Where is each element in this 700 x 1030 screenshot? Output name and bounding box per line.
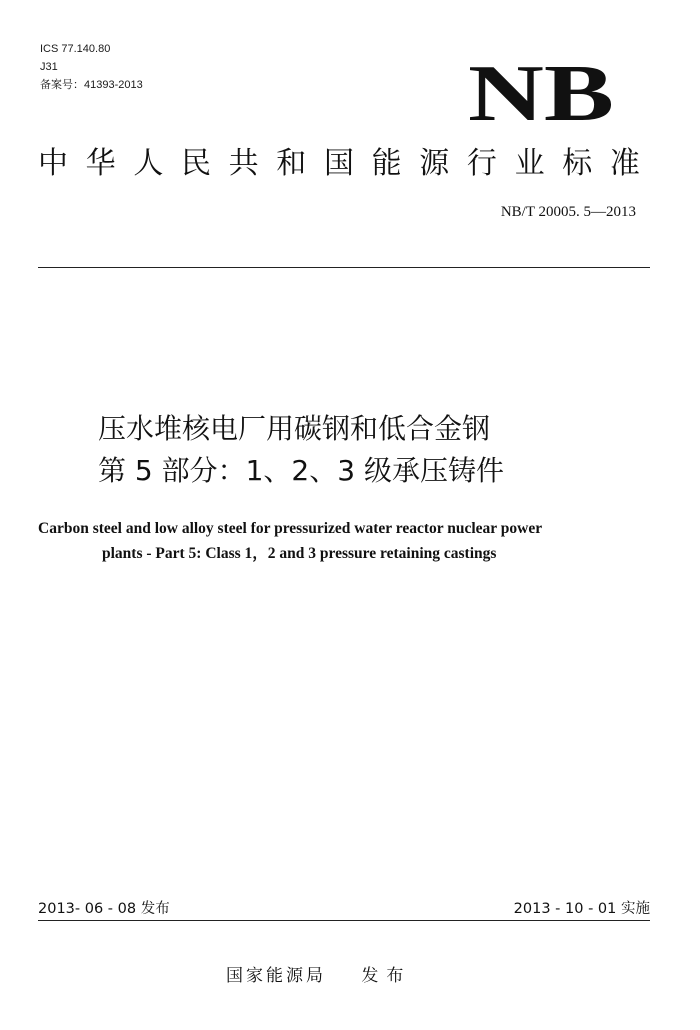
issue-date: 2013- 06 - 08 发布 (38, 901, 170, 917)
nb-logo-mark (466, 56, 616, 130)
ccs-code: J31 (40, 61, 58, 73)
title-cn-line-1: 压水堆核电厂用碳钢和低合金钢 (98, 412, 491, 445)
standard-title-char: 行 (466, 146, 497, 181)
title-en-line-1: Carbon steel and low alloy steel for pressurized water reactor nuclear power (38, 520, 543, 537)
standard-title-char: 人 (133, 146, 164, 181)
standard-category-title (38, 142, 640, 186)
nb-logo (466, 56, 616, 130)
standard-title-char: 源 (419, 146, 450, 181)
header-divider (38, 267, 650, 268)
publish-action: 发布 (361, 966, 412, 986)
record-number: 备案号：41393-2013 (40, 79, 143, 91)
standard-title-char: 和 (276, 146, 307, 181)
standard-title-char: 国 (323, 146, 354, 181)
title-cn-line-2: 第 5 部分：1、2、3 级承压铸件 (98, 454, 504, 487)
publisher-line (226, 962, 411, 990)
standard-title-char: 民 (180, 146, 211, 181)
nb-logo-text: NB (468, 56, 614, 130)
standard-title-char: 华 (85, 146, 116, 181)
classification-block (40, 40, 143, 94)
title-en-line-2: plants - Part 5: Class 1，2 and 3 pressure retaining castings (102, 545, 497, 562)
standard-title-char: 业 (514, 146, 545, 181)
document-title-chinese (98, 408, 504, 492)
standard-title-char: 准 (609, 146, 640, 181)
date-divider (38, 920, 650, 921)
standard-title-char: 共 (228, 146, 259, 181)
publisher-name: 国家能源局 (226, 966, 326, 986)
standard-title-char: 中 (38, 146, 68, 181)
standard-title-char: 标 (562, 146, 593, 181)
standard-number: NB/T 20005. 5—2013 (500, 204, 636, 220)
ics-code: ICS 77.140.80 (40, 43, 111, 55)
standard-title-char: 能 (371, 146, 402, 181)
implementation-date: 2013 - 10 - 01 实施 (513, 901, 650, 917)
